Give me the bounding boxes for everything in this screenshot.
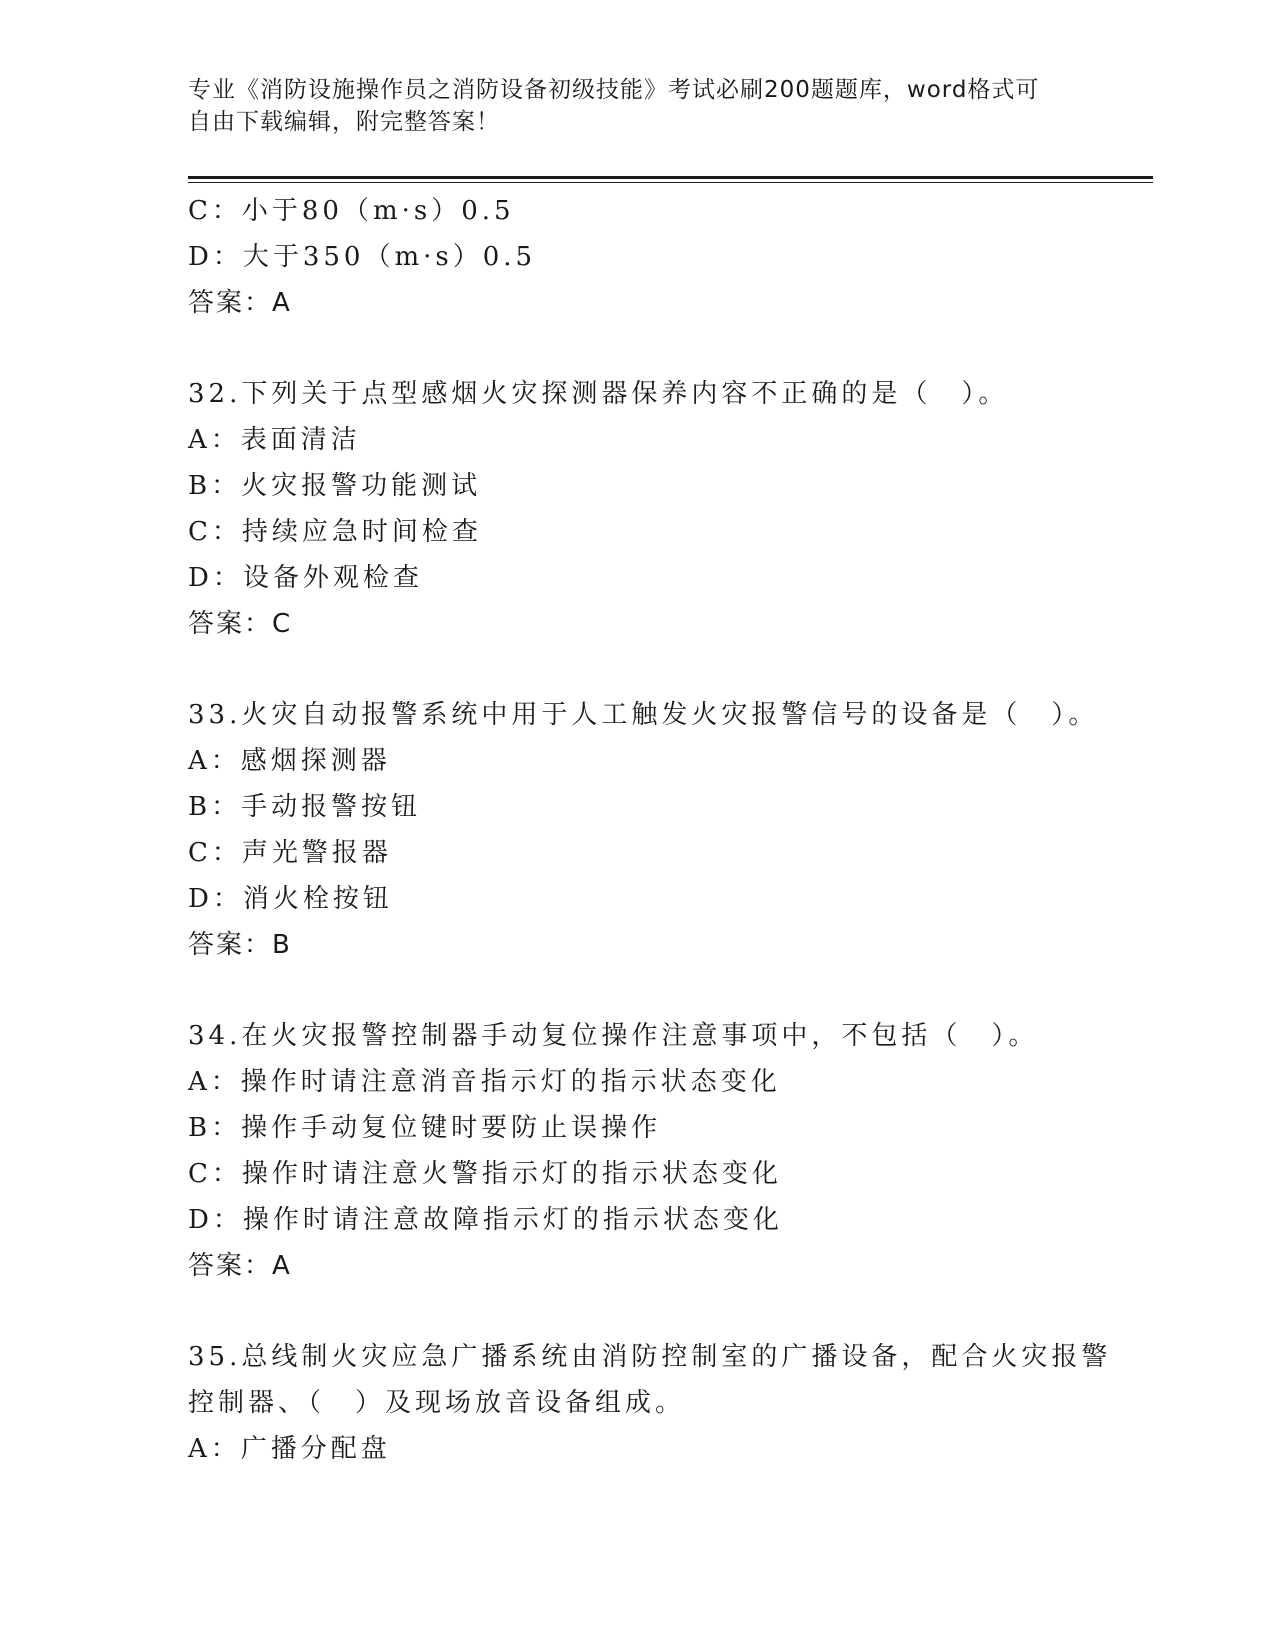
question-33-stem: 33.火灾自动报警系统中用于人工触发火灾报警信号的设备是（ ）。 <box>188 700 1099 730</box>
option-c: C：声光警报器 <box>188 838 392 868</box>
spacer <box>188 968 1088 1013</box>
option-b: B：手动报警按钮 <box>188 792 422 822</box>
option-c: C：小于80（m·s）0.5 <box>188 196 515 226</box>
document-header <box>188 74 1068 138</box>
option-b: B：火灾报警功能测试 <box>188 471 482 501</box>
spacer <box>188 1289 1088 1334</box>
answer-line: 答案：B <box>188 930 292 960</box>
answer-line: 答案：A <box>188 1251 292 1281</box>
header-line-2: 自由下载编辑，附完整答案！ <box>188 109 500 135</box>
option-d: D：大于350（m·s）0.5 <box>188 242 537 272</box>
option-d: D：消火栓按钮 <box>188 884 393 914</box>
header-divider-thin <box>188 182 1153 183</box>
question-35-stem-line-1: 35.总线制火灾应急广播系统由消防控制室的广播设备，配合火灾报警 <box>188 1342 1112 1372</box>
option-d: D：设备外观检查 <box>188 563 423 593</box>
header-divider-thick <box>188 176 1153 179</box>
option-d: D：操作时请注意故障指示灯的指示状态变化 <box>188 1205 783 1235</box>
option-c: C：操作时请注意火警指示灯的指示状态变化 <box>188 1159 782 1189</box>
option-a: A：广播分配盘 <box>188 1434 391 1464</box>
spacer <box>188 647 1088 692</box>
question-34-stem: 34.在火灾报警控制器手动复位操作注意事项中，不包括（ ）。 <box>188 1021 1039 1051</box>
answer-line: 答案：A <box>188 288 292 318</box>
option-a: A：感烟探测器 <box>188 746 391 776</box>
option-a: A：操作时请注意消音指示灯的指示状态变化 <box>188 1067 781 1097</box>
answer-line: 答案：C <box>188 609 293 639</box>
option-b: B：操作手动复位键时要防止误操作 <box>188 1113 662 1143</box>
header-line-1: 专业《消防设施操作员之消防设备初级技能》考试必刷200题题库，word格式可 <box>188 77 1040 103</box>
question-list <box>188 188 1112 1472</box>
option-a: A：表面清洁 <box>188 425 361 455</box>
option-c: C：持续应急时间检查 <box>188 517 482 547</box>
spacer <box>188 326 1088 371</box>
question-35-stem-line-2: 控制器、（ ）及现场放音设备组成。 <box>188 1388 686 1418</box>
question-32-stem: 32.下列关于点型感烟火灾探测器保养内容不正确的是（ ）。 <box>188 379 1009 409</box>
